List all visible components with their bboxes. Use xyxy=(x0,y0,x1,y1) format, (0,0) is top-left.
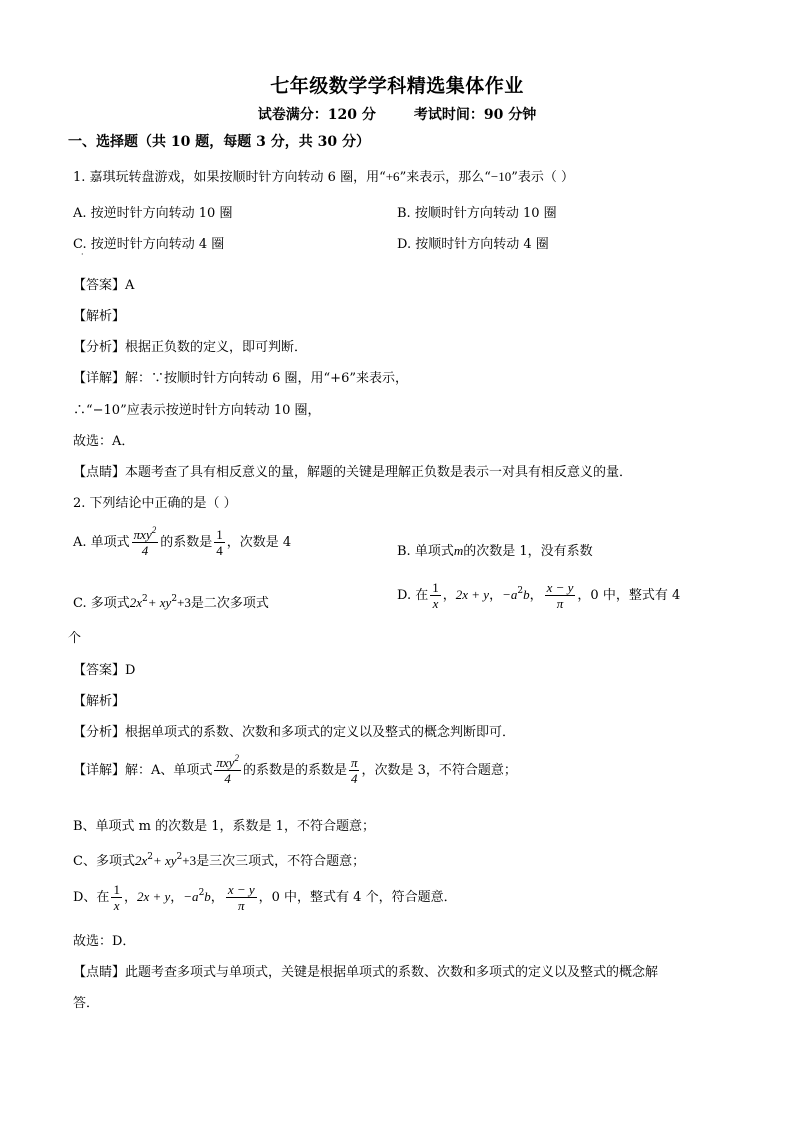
q1-analysis-label: 【解析】 xyxy=(73,309,126,324)
page-title: 七年级数学学科精选集体作业 xyxy=(270,75,524,97)
section-heading: 一、选择题（共 10 题，每题 3 分，共 30 分） xyxy=(68,134,370,150)
q2-answer: 【答案】D xyxy=(73,663,136,678)
q2-line-c: C、多项式$2x^2+ xy^2+3$是三次三项式，不符合题意； xyxy=(73,852,366,869)
q2-option-d: D. 在 $\frac{1}{x}$ ，2x + y，$-a^2b$， $\frac{x - y}{\pi}$ ，0 中，整式有 4 xyxy=(397,580,681,611)
fraction: $\frac{\pi xy^2}{4}$ xyxy=(216,753,239,786)
q1-detail-1: 【详解】解：∵按顺时针方向转动 6 圈，用“+6”来表示， xyxy=(73,371,408,386)
q1-fenxi: 【分析】根据正负数的定义，即可判断． xyxy=(73,340,308,355)
q1-comment: 【点睛】本题考查了具有相反意义的量，解题的关键是理解正负数是表示一对具有相反意义的量． xyxy=(73,465,633,480)
stray-mark: · xyxy=(81,250,84,259)
q1-answer: 【答案】A xyxy=(73,278,135,293)
q1-choose: 故选：A． xyxy=(73,434,135,449)
q2-choose: 故选：D． xyxy=(73,934,136,949)
fraction: $\frac{1}{x}$ xyxy=(432,580,439,611)
full-score: 试卷满分：120 分 xyxy=(257,107,376,123)
q2-fenxi: 【分析】根据单项式的系数、次数和多项式的定义以及整式的概念判断即可． xyxy=(73,725,516,740)
fraction: $\frac{\pi xy^2}{4}$ xyxy=(133,525,157,558)
q1-option-c: C. 按逆时针方向转动 4 圈 xyxy=(73,237,225,252)
q1-option-a: A. 按逆时针方向转动 10 圈 xyxy=(73,206,233,221)
q2-line-d: D、在 $\frac{1}{x}$ ，2x + y，$-a^2b$， $\frac{x - y}{\pi}$ ，0 中，整式有 4 个，符合题意． xyxy=(73,882,457,913)
q2-comment-1: 【点睛】此题考查多项式与单项式，关键是根据单项式的系数、次数和多项式的定义以及整式的概念解 xyxy=(73,965,659,980)
fraction: $\frac{\pi}{4}$ xyxy=(350,755,358,786)
q1-option-b: B. 按顺时针方向转动 10 圈 xyxy=(397,206,557,221)
fraction: $\frac{x - y}{\pi}$ xyxy=(546,580,574,611)
q2-option-c: C. 多项式$2x^2+ xy^2+3$是二次多项式 xyxy=(73,594,269,611)
fraction: $\frac{1}{x}$ xyxy=(113,882,120,913)
q2-detail: 【详解】解：A、单项式 $\frac{\pi xy^2}{4}$ 的系数是的系数是 $\frac{\pi}{4}$ ，次数是 3，不符合题意； xyxy=(73,753,517,786)
fraction: $\frac{1}{4}$ xyxy=(216,527,223,558)
q2-stem: 2. 下列结论中正确的是（ ） xyxy=(73,496,237,511)
exam-info xyxy=(0,104,794,124)
q1-stem: 1. 嘉琪玩转盘游戏，如果按顺时针方向转动 6 圈，用“+6”来表示，那么“−10”表示（ ） xyxy=(73,169,574,185)
q1-detail-2: ∴“−10”应表示按逆时针方向转动 10 圈， xyxy=(73,403,321,418)
q2-option-d-wrap: 个 xyxy=(68,631,82,646)
exam-time: 考试时间：90 分钟 xyxy=(413,107,537,123)
q2-option-a: A. 单项式 $\frac{\pi xy^2}{4}$ 的系数是 $\frac{1}{4}$ ，次数是 4 xyxy=(73,525,292,558)
q2-option-b: B. 单项式m的次数是 1，没有系数 xyxy=(397,543,593,559)
q2-comment-2: 答． xyxy=(73,996,100,1011)
q2-line-b: B、单项式 m 的次数是 1，系数是 1，不符合题意； xyxy=(73,819,375,834)
q1-option-d: D. 按顺时针方向转动 4 圈 xyxy=(397,237,549,252)
q2-analysis-label: 【解析】 xyxy=(73,694,126,709)
fraction: $\frac{x - y}{\pi}$ xyxy=(227,882,255,913)
